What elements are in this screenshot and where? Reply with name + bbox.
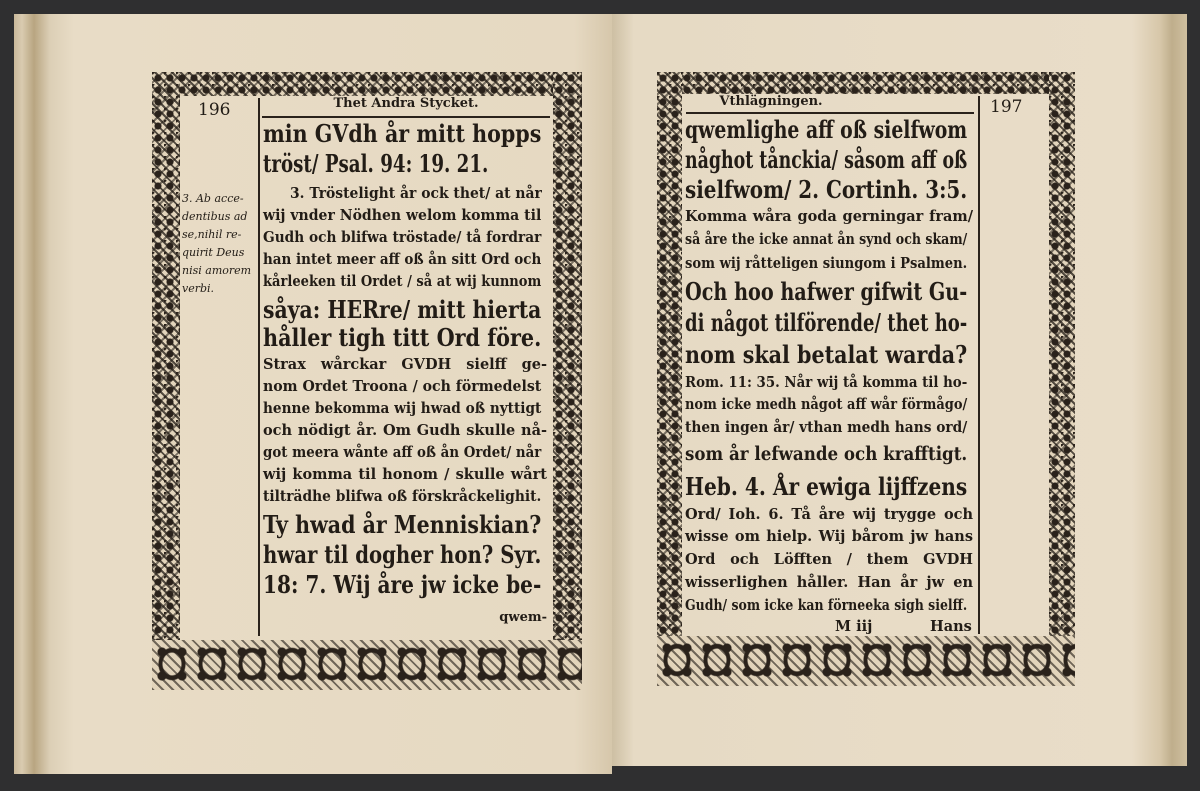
text-line: Rom. 11: 35. Når wij tå komma til ho- (685, 374, 968, 391)
text-line: got meera wånte aff oß ån Ordet/ når (263, 444, 542, 461)
text-line: Heb. 4. År ewiga lijffzens (685, 472, 968, 501)
text-line: Och hoo hafwer gifwit Gu- (685, 277, 968, 306)
text-line: kårleeken til Ordet / så at wij kunnom (263, 273, 542, 290)
text-line: qwemlighe aff oß sielfwom (685, 115, 968, 144)
text-line: wij vnder Nödhen welom komma til (263, 207, 542, 224)
text-line: wij komma til honom / skulle wårt (263, 466, 547, 483)
text-line: Ord/ Ioh. 6. Tå åre wij trygge och (685, 506, 973, 523)
text-line: Gudh/ som icke kan förneeka sigh sielff. (685, 597, 968, 614)
text-line: tröst/ Psal. 94: 19. 21. (263, 149, 489, 178)
text-line: sielfwom/ 2. Cortinh. 3:5. (685, 175, 968, 204)
text-line: nom icke medh något aff wår förmågo/ (685, 396, 968, 413)
text-line: henne bekomma wij hwad oß nyttigt (263, 400, 542, 417)
text-line: 18: 7. Wij åre jw icke be- (263, 570, 542, 599)
text-line: hwar til dogher hon? Syr. (263, 540, 542, 569)
text-line: Ty hwad år Menniskian? (263, 510, 542, 539)
text-line: någhot tånckia/ såsom aff oß (685, 145, 968, 174)
text-line: och nödigt år. Om Gudh skulle nå- (263, 422, 547, 439)
text-line: nom skal betalat warda? (685, 340, 968, 369)
running-head: Thet Andra Stycket. (333, 96, 479, 111)
page-number: 197 (990, 97, 1023, 117)
text-line: han intet meer aff oß ån sitt Ord och (263, 251, 542, 268)
text-line: Gudh och blifwa tröstade/ tå fordrar (263, 229, 542, 246)
text-line: wisserlighen håller. Han år jw en (685, 574, 973, 591)
header-rule (686, 112, 974, 114)
margin-note: 3. Ab acce- dentibus ad se,nihil re- quirit Deus nisi amorem verbi. (182, 192, 252, 295)
text-line: then ingen år/ vthan medh hans ord/ (685, 419, 968, 436)
text-line: wisse om hielp. Wij bårom jw hans (685, 528, 973, 545)
signature-mark: M iij (835, 618, 873, 635)
text-line: som wij råtteligen siungom i Psalmen. (685, 255, 968, 272)
text-line: som år lefwande och krafftigt. (685, 443, 968, 465)
header-rule (262, 116, 550, 118)
page-number: 196 (198, 100, 231, 120)
catchword: qwem- (499, 610, 547, 625)
text-line: di något tilförende/ thet ho- (685, 308, 968, 337)
text-line: tilträdhe blifwa oß förskråckelighit. (263, 488, 542, 505)
column-rule (978, 96, 980, 634)
text-line: såya: HERre/ mitt hierta (263, 295, 542, 324)
text-line: 3. Tröstelight år ock thet/ at når (290, 185, 542, 202)
text-line: Komma wåra goda gerningar fram/ (685, 208, 973, 225)
text-line: Ord och Löfften / them GVDH (685, 551, 973, 568)
text-line: nom Ordet Troona / och förmedelst (263, 378, 542, 395)
catchword: Hans (930, 618, 972, 635)
text-line: håller tigh titt Ord före. (263, 323, 542, 352)
running-head: Vthlägningen. (719, 94, 823, 109)
text-line: min GVdh år mitt hopps (263, 119, 542, 148)
text-line: Strax wårckar GVDH sielff ge- (263, 356, 547, 373)
column-rule (258, 98, 260, 636)
text-line: så åre the icke annat ån synd och skam/ (685, 231, 968, 248)
